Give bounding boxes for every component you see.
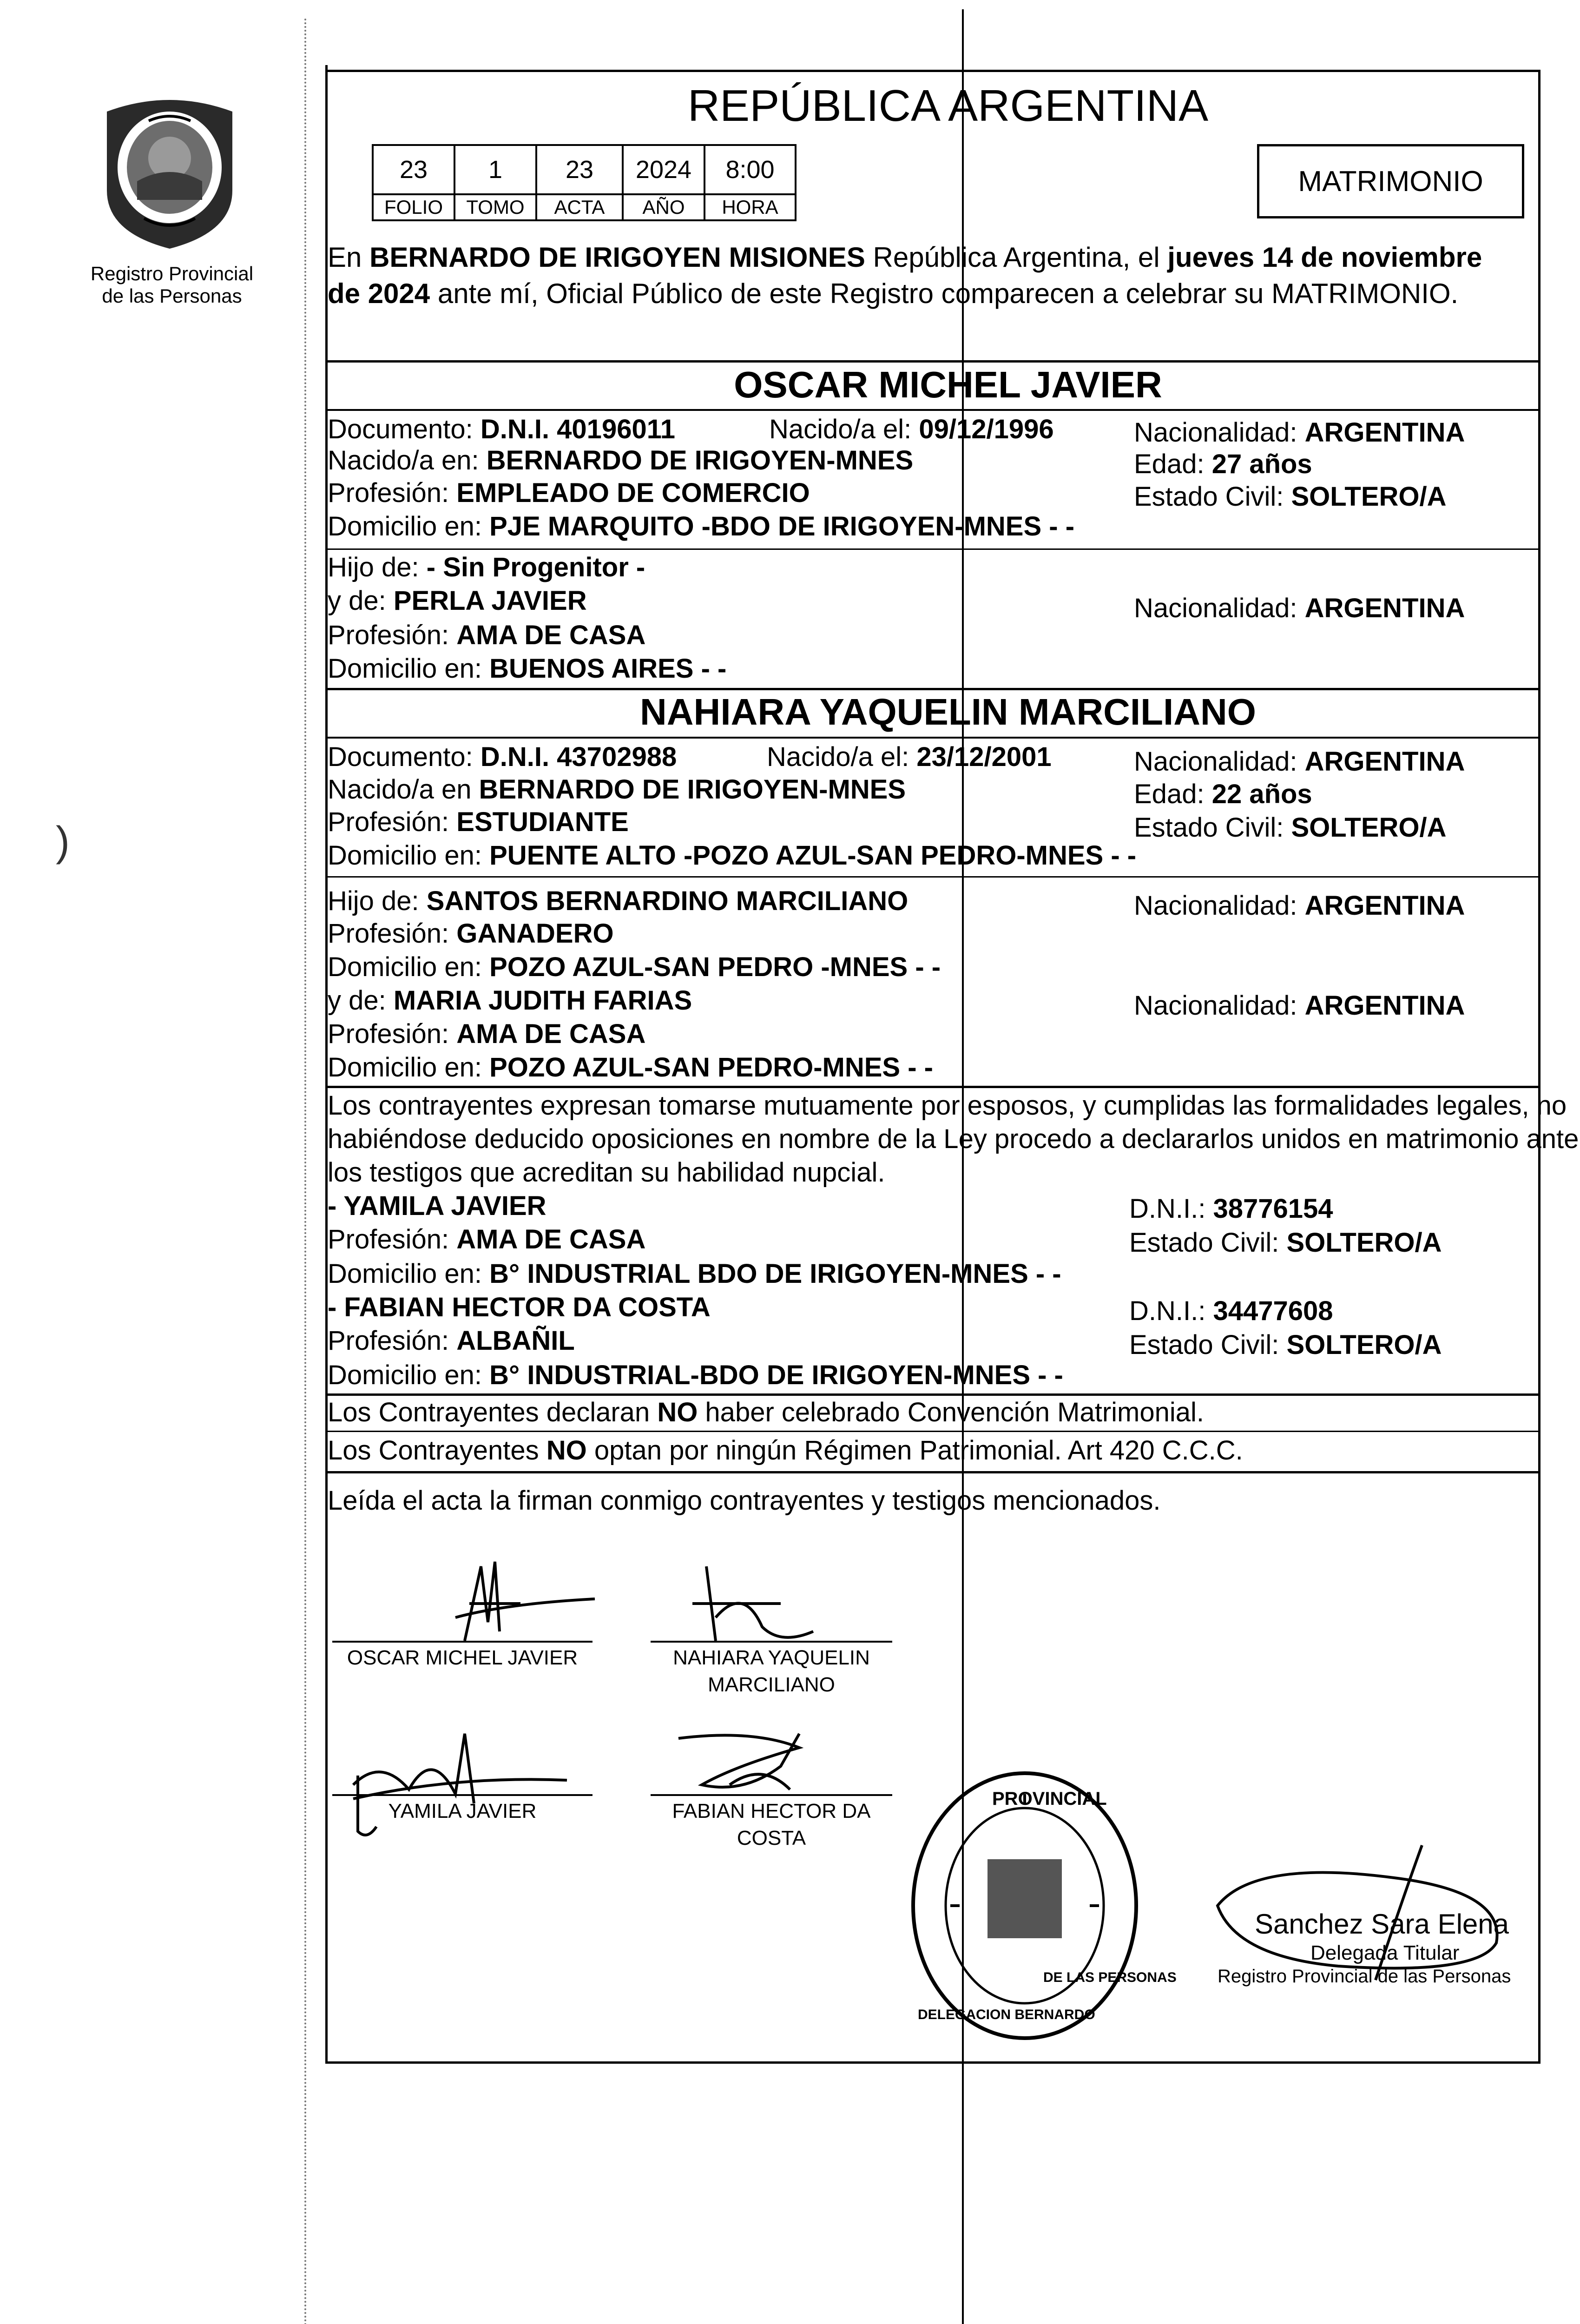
official-name: Sanchez Sara Elena (1255, 1908, 1509, 1940)
spouse2-father: Hijo de: SANTOS BERNARDINO MARCILIANO (328, 886, 908, 916)
tomo-value: 1 (454, 144, 537, 195)
witness2-signature-icon (660, 1720, 846, 1799)
folio-value: 23 (372, 144, 455, 195)
spouse2-doc: Documento: D.N.I. 43702988 (328, 742, 677, 772)
spouse2-signature-icon (660, 1557, 864, 1650)
spouse2-nat: Nacionalidad: ARGENTINA (1134, 746, 1465, 777)
witness2-name: - FABIAN HECTOR DA COSTA (328, 1292, 711, 1322)
spouse1-mother-nat: Nacionalidad: ARGENTINA (1134, 593, 1465, 623)
witness1-job: Profesión: AMA DE CASA (328, 1224, 646, 1254)
provincial-seal-icon (93, 93, 246, 251)
tomo-label: TOMO (454, 193, 537, 221)
intro-place: BERNARDO DE IRIGOYEN MISIONES (369, 242, 865, 273)
divider-closing (325, 1471, 1540, 1473)
spouse1-birthplace: Nacido/a en: BERNARDO DE IRIGOYEN-MNES (328, 445, 914, 475)
divider-declaration (325, 1086, 1540, 1088)
spouse2-born: Nacido/a el: 23/12/2001 (767, 742, 1052, 772)
official-stamp (904, 1766, 1177, 2045)
spouse1-signature-icon (400, 1548, 604, 1650)
spouse2-sig-name-l1: NAHIARA YAQUELIN (673, 1646, 870, 1669)
witness2-dni: D.N.I.: 34477608 (1129, 1296, 1333, 1326)
spouse2-father-nat: Nacionalidad: ARGENTINA (1134, 891, 1465, 921)
spouse2-father-job: Profesión: GANADERO (328, 918, 614, 949)
spouse2-sig-line (651, 1641, 892, 1643)
hora-label: HORA (704, 193, 797, 221)
act-type-box (1257, 144, 1524, 218)
spouse2-civil: Estado Civil: SOLTERO/A (1134, 812, 1447, 843)
margin-mark: ) (56, 819, 70, 865)
spouse2-sig-name-l2: MARCILIANO (708, 1673, 835, 1696)
spouse1-name: OSCAR MICHEL JAVIER (734, 364, 1162, 405)
anio-label: AÑO (622, 193, 705, 221)
spouse2-mother: y de: MARIA JUDITH FARIAS (328, 985, 692, 1016)
witness2-address: Domicilio en: B° INDUSTRIAL-BDO DE IRIGOYEN-MNES - - (328, 1360, 1063, 1390)
intro-line2: de 2024 ante mí, Oficial Público de este Registro comparecen a celebrar su MATRIMONIO. (328, 278, 1459, 309)
divider-intro (325, 360, 1540, 363)
spouse1-mother-job: Profesión: AMA DE CASA (328, 620, 646, 650)
stamp-text-top: PROVINCIAL (992, 1789, 1107, 1809)
spouse1-father: Hijo de: - Sin Progenitor - (328, 552, 645, 582)
divider-spouse2-name (325, 737, 1540, 739)
official-title: Delegada Titular (1310, 1941, 1460, 1964)
spouse1-sig-line (332, 1641, 592, 1643)
spouse1-mother-addr: Domicilio en: BUENOS AIRES - - (328, 654, 727, 684)
intro-line1: En BERNARDO DE IRIGOYEN MISIONES República Argentina, el jueves 14 de noviembre (328, 242, 1482, 273)
witness2-sig-name-l2: COSTA (737, 1827, 806, 1849)
spouse1-mother: y de: PERLA JAVIER (328, 586, 587, 616)
spouse2-job: Profesión: ESTUDIANTE (328, 807, 629, 837)
witness1-sig-line (332, 1794, 592, 1796)
official-office: Registro Provincial de las Personas (1218, 1966, 1511, 1987)
hora-value: 8:00 (704, 144, 797, 195)
spouse2-name: NAHIARA YAQUELIN MARCILIANO (640, 691, 1256, 733)
frame-top (325, 70, 1540, 72)
act-type: MATRIMONIO (1298, 165, 1483, 198)
frame-right (1538, 70, 1540, 2064)
witness1-address: Domicilio en: B° INDUSTRIAL BDO DE IRIGOYEN-MNES - - (328, 1259, 1061, 1289)
spouse1-civil: Estado Civil: SOLTERO/A (1134, 482, 1447, 512)
spouse2-mother-nat: Nacionalidad: ARGENTINA (1134, 990, 1465, 1021)
intro-date: jueves 14 de noviembre (1167, 242, 1482, 273)
witness1-civil: Estado Civil: SOLTERO/A (1129, 1228, 1442, 1258)
convention-line1: Los Contrayentes declaran NO haber celebrado Convención Matrimonial. (328, 1397, 1205, 1427)
spouse2-birthplace: Nacido/a en BERNARDO DE IRIGOYEN-MNES (328, 774, 906, 805)
spouse1-doc: Documento: D.N.I. 40196011 (328, 414, 676, 444)
declaration-line2: habiéndose deducido oposiciones en nombre de la Ley procedo a declararlos unidos en matrimonio ante (328, 1124, 1579, 1154)
witness1-dni: D.N.I.: 38776154 (1129, 1194, 1333, 1224)
declaration-line3: los testigos que acreditan su habilidad nupcial. (328, 1157, 885, 1188)
spouse1-nat: Nacionalidad: ARGENTINA (1134, 417, 1465, 448)
spouse1-sig-name: OSCAR MICHEL JAVIER (347, 1646, 578, 1669)
witness2-sig-name-l1: FABIAN HECTOR DA (672, 1800, 871, 1822)
divider-spouse1-parents (325, 548, 1540, 550)
margin-dotted-line (304, 19, 306, 2324)
registry-logo (93, 93, 246, 251)
anio-value: 2024 (622, 144, 705, 195)
divider-spouse2-parents (325, 876, 1540, 878)
witness2-job: Profesión: ALBAÑIL (328, 1326, 575, 1356)
frame-bottom (325, 2061, 1540, 2064)
acta-value: 23 (535, 144, 624, 195)
stamp-text-right: DE LAS PERSONAS (1043, 1970, 1177, 1985)
witness1-sig-name: YAMILA JAVIER (388, 1800, 537, 1822)
spouse2-mother-job: Profesión: AMA DE CASA (328, 1019, 646, 1049)
registry-name-line2: de las Personas (102, 285, 242, 307)
intro-year: de 2024 (328, 278, 430, 309)
spouse2-father-addr: Domicilio en: POZO AZUL-SAN PEDRO -MNES - - (328, 952, 941, 982)
country-title: REPÚBLICA ARGENTINA (687, 81, 1209, 131)
closing-text: Leída el acta la firman conmigo contrayentes y testigos mencionados. (328, 1486, 1161, 1516)
declaration-line1: Los contrayentes expresan tomarse mutuamente por esposos, y cumplidas las formalidades legales, no (328, 1090, 1567, 1121)
witness2-civil: Estado Civil: SOLTERO/A (1129, 1330, 1442, 1360)
spouse1-born: Nacido/a el: 09/12/1996 (769, 414, 1054, 444)
spouse1-age: Edad: 27 años (1134, 449, 1312, 479)
spouse1-job: Profesión: EMPLEADO DE COMERCIO (328, 478, 810, 508)
spouse2-age: Edad: 22 años (1134, 779, 1312, 809)
stamp-text-left: DELEGACION BERNARDO (918, 2007, 1095, 2022)
registry-name-line1: Registro Provincial (90, 263, 254, 284)
witness2-sig-line (651, 1794, 892, 1796)
divider-spouse1 (325, 409, 1540, 411)
convention-line2: Los Contrayentes NO optan por ningún Régimen Patrimonial. Art 420 C.C.C. (328, 1435, 1243, 1466)
spouse1-address: Domicilio en: PJE MARQUITO -BDO DE IRIGOYEN-MNES - - (328, 511, 1075, 541)
divider-convention (325, 1393, 1540, 1396)
folio-label: FOLIO (372, 193, 455, 221)
witness1-name: - YAMILA JAVIER (328, 1191, 546, 1221)
divider-convention-mid (325, 1431, 1540, 1432)
spouse2-address: Domicilio en: PUENTE ALTO -POZO AZUL-SAN PEDRO-MNES - - (328, 840, 1137, 871)
divider-spouse2 (325, 688, 1540, 690)
spouse2-mother-addr: Domicilio en: POZO AZUL-SAN PEDRO-MNES - - (328, 1052, 933, 1083)
acta-label: ACTA (535, 193, 624, 221)
